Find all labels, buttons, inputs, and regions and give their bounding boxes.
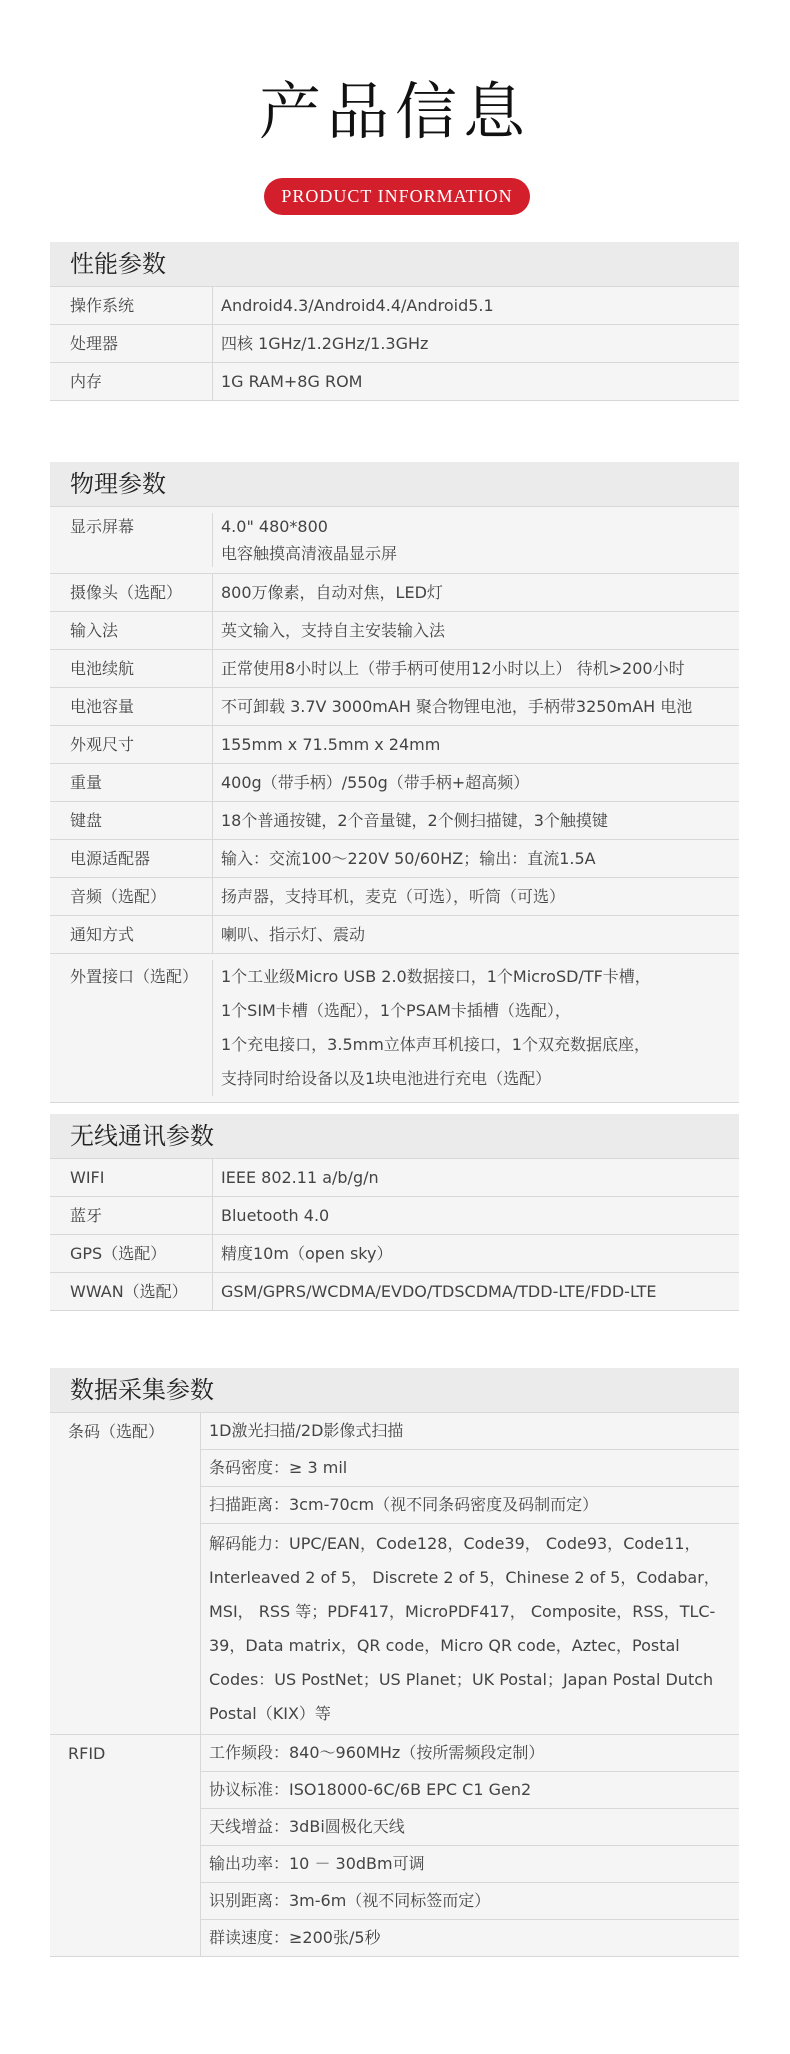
row-label: 摄像头（选配） (70, 583, 183, 602)
list-item (201, 1771, 739, 1808)
group-label: RFID (68, 1744, 106, 1763)
row-value (212, 688, 739, 725)
value-line: 18个普通按键，2个音量键，2个侧扫描键，3个触摸键 (221, 811, 608, 830)
row-label: GPS（选配） (70, 1244, 167, 1263)
value-line: 800万像素，自动对焦，LED灯 (221, 583, 443, 602)
item-line: 协议标准：ISO18000-6C/6B EPC C1 Gen2 (209, 1780, 532, 1799)
section-title: 性能参数 (50, 242, 739, 286)
table-row (50, 801, 739, 839)
section-divider (50, 1102, 739, 1103)
value-line: 喇叭、指示灯、震动 (221, 925, 366, 944)
item-line: Chinese 2 of 5，Codabar，MSI， RSS 等； (209, 1568, 720, 1621)
table-row (50, 1234, 739, 1272)
row-label: 通知方式 (70, 925, 135, 944)
list-item (201, 1413, 739, 1449)
table-row (50, 1272, 739, 1310)
table-row (50, 763, 739, 801)
section-divider (50, 1310, 739, 1311)
item-line: PDF417，MicroPDF417， Composite，RSS，TLC-39， (209, 1602, 716, 1655)
row-value (212, 726, 739, 763)
row-label: 键盘 (70, 811, 103, 830)
table-row (50, 611, 739, 649)
item-line: 工作频段：840～960MHz（按所需频段定制） (209, 1743, 545, 1762)
item-line: Data matrix，QR code，Micro QR code， (245, 1636, 572, 1655)
row-value: Android4.3/Android4.4/Android5.1 (212, 287, 739, 324)
row-label: 音频（选配） (70, 887, 167, 906)
item-line: Aztec，Postal Codes：US PostNet；US Planet； (209, 1636, 680, 1689)
row-value: 精度10m（open sky） (212, 1235, 739, 1272)
row-label: WIFI (70, 1168, 105, 1187)
table-row (50, 915, 739, 953)
group-items (200, 1413, 739, 1734)
row-value (212, 802, 739, 839)
list-item (201, 1735, 739, 1771)
value-line: 1个充电接口，3.5mm立体声耳机接口，1个双充数据底座， (221, 1035, 650, 1054)
list-item (201, 1486, 739, 1523)
row-label: 处理器 (70, 334, 119, 353)
barcode-group (50, 1412, 739, 1734)
section-divider (50, 400, 739, 401)
row-value (212, 574, 739, 611)
row-label: 电池续航 (70, 659, 135, 678)
performance-section (50, 242, 739, 401)
data-collection-section (50, 1368, 739, 1957)
row-label: 蓝牙 (70, 1206, 103, 1225)
value-line: 扬声器，支持耳机，麦克（可选），听筒（可选） (221, 887, 566, 906)
table-row (50, 573, 739, 611)
table-row (50, 687, 739, 725)
value-line: 电容触摸高清液晶显示屏 (221, 544, 398, 563)
value-line: 155mm x 71.5mm x 24mm (221, 735, 441, 754)
row-value (212, 960, 739, 1096)
table-row (50, 839, 739, 877)
table-row (50, 362, 739, 400)
value-line: 1个SIM卡槽（选配），1个PSAM卡插槽（选配）， (221, 1001, 571, 1020)
list-item (201, 1845, 739, 1882)
value-line: 输入：交流100～220V 50/60HZ；输出：直流1.5A (221, 849, 596, 868)
row-label: 重量 (70, 773, 103, 792)
table-row (50, 725, 739, 763)
row-value (212, 840, 739, 877)
value-line: 400g（带手柄）/550g（带手柄+超高频） (221, 773, 530, 792)
table-row (50, 506, 739, 573)
wireless-section (50, 1114, 739, 1311)
row-value: Bluetooth 4.0 (212, 1197, 739, 1234)
row-label: 显示屏幕 (70, 517, 135, 536)
list-item (201, 1449, 739, 1486)
row-value (212, 513, 739, 567)
list-item (201, 1523, 739, 1734)
item-line: 天线增益：3dBi圆极化天线 (209, 1817, 405, 1836)
row-label: 操作系统 (70, 296, 135, 315)
list-item (201, 1808, 739, 1845)
item-line: 识别距离：3m-6m（视不同标签而定） (209, 1891, 491, 1910)
section-badge: PRODUCT INFORMATION (264, 178, 530, 215)
section-title: 数据采集参数 (50, 1368, 739, 1412)
item-line: 条码密度：≥ 3 mil (209, 1458, 348, 1477)
group-items (200, 1735, 739, 1956)
section-title: 无线通讯参数 (50, 1114, 739, 1158)
value-line: 英文输入，支持自主安装输入法 (221, 621, 446, 640)
table-row (50, 324, 739, 362)
list-item (201, 1919, 739, 1956)
list-item (201, 1882, 739, 1919)
value-line: 4.0" 480*800 (221, 517, 328, 536)
item-line: 群读速度：≥200张/5秒 (209, 1928, 381, 1947)
item-line: Code11，Interleaved 2 of 5， Discrete 2 of 5， (209, 1534, 701, 1587)
group-label: 条码（选配） (68, 1422, 165, 1441)
item-line: 扫描距离：3cm-70cm（视不同条码密度及码制而定） (209, 1495, 599, 1514)
value-line: 1个工业级Micro USB 2.0数据接口，1个MicroSD/TF卡槽， (221, 967, 651, 986)
table-row (50, 953, 739, 1102)
row-label: 内存 (70, 372, 103, 391)
item-line: 1D激光扫描/2D影像式扫描 (209, 1421, 404, 1440)
table-row (50, 1196, 739, 1234)
value-line: 正常使用8小时以上（带手柄可使用12小时以上） 待机>200小时 (221, 659, 685, 678)
row-value: 四核 1GHz/1.2GHz/1.3GHz (212, 325, 739, 362)
item-line: UK Postal；Japan Postal Dutch Postal（KIX）等 (209, 1670, 714, 1723)
table-row (50, 286, 739, 324)
physical-section (50, 462, 739, 1103)
row-value (212, 916, 739, 953)
table-row (50, 877, 739, 915)
table-row (50, 649, 739, 687)
row-label: 输入法 (70, 621, 119, 640)
value-line: 不可卸载 3.7V 3000mAH 聚合物锂电池，手柄带3250mAH 电池 (221, 697, 693, 716)
rfid-group (50, 1734, 739, 1956)
item-line: 输出功率：10 － 30dBm可调 (209, 1854, 425, 1873)
page-title: 产品信息 (258, 75, 531, 148)
row-label: WWAN（选配） (70, 1282, 188, 1301)
row-value (212, 612, 739, 649)
row-label: 外置接口（选配） (70, 967, 199, 986)
item-line: 解码能力：UPC/EAN，Code128，Code39， Code93， (209, 1534, 624, 1553)
row-label: 电源适配器 (70, 849, 151, 868)
value-line: 支持同时给设备以及1块电池进行充电（选配） (221, 1069, 552, 1088)
row-value (212, 650, 739, 687)
row-value: IEEE 802.11 a/b/g/n (212, 1159, 739, 1196)
section-title: 物理参数 (50, 462, 739, 506)
table-row (50, 1158, 739, 1196)
row-label: 电池容量 (70, 697, 135, 716)
row-value (212, 878, 739, 915)
row-label: 外观尺寸 (70, 735, 135, 754)
row-value: 1G RAM+8G ROM (212, 363, 739, 400)
section-divider (50, 1956, 739, 1957)
row-value (212, 764, 739, 801)
row-value: GSM/GPRS/WCDMA/EVDO/TDSCDMA/TDD-LTE/FDD-LTE (212, 1273, 739, 1310)
